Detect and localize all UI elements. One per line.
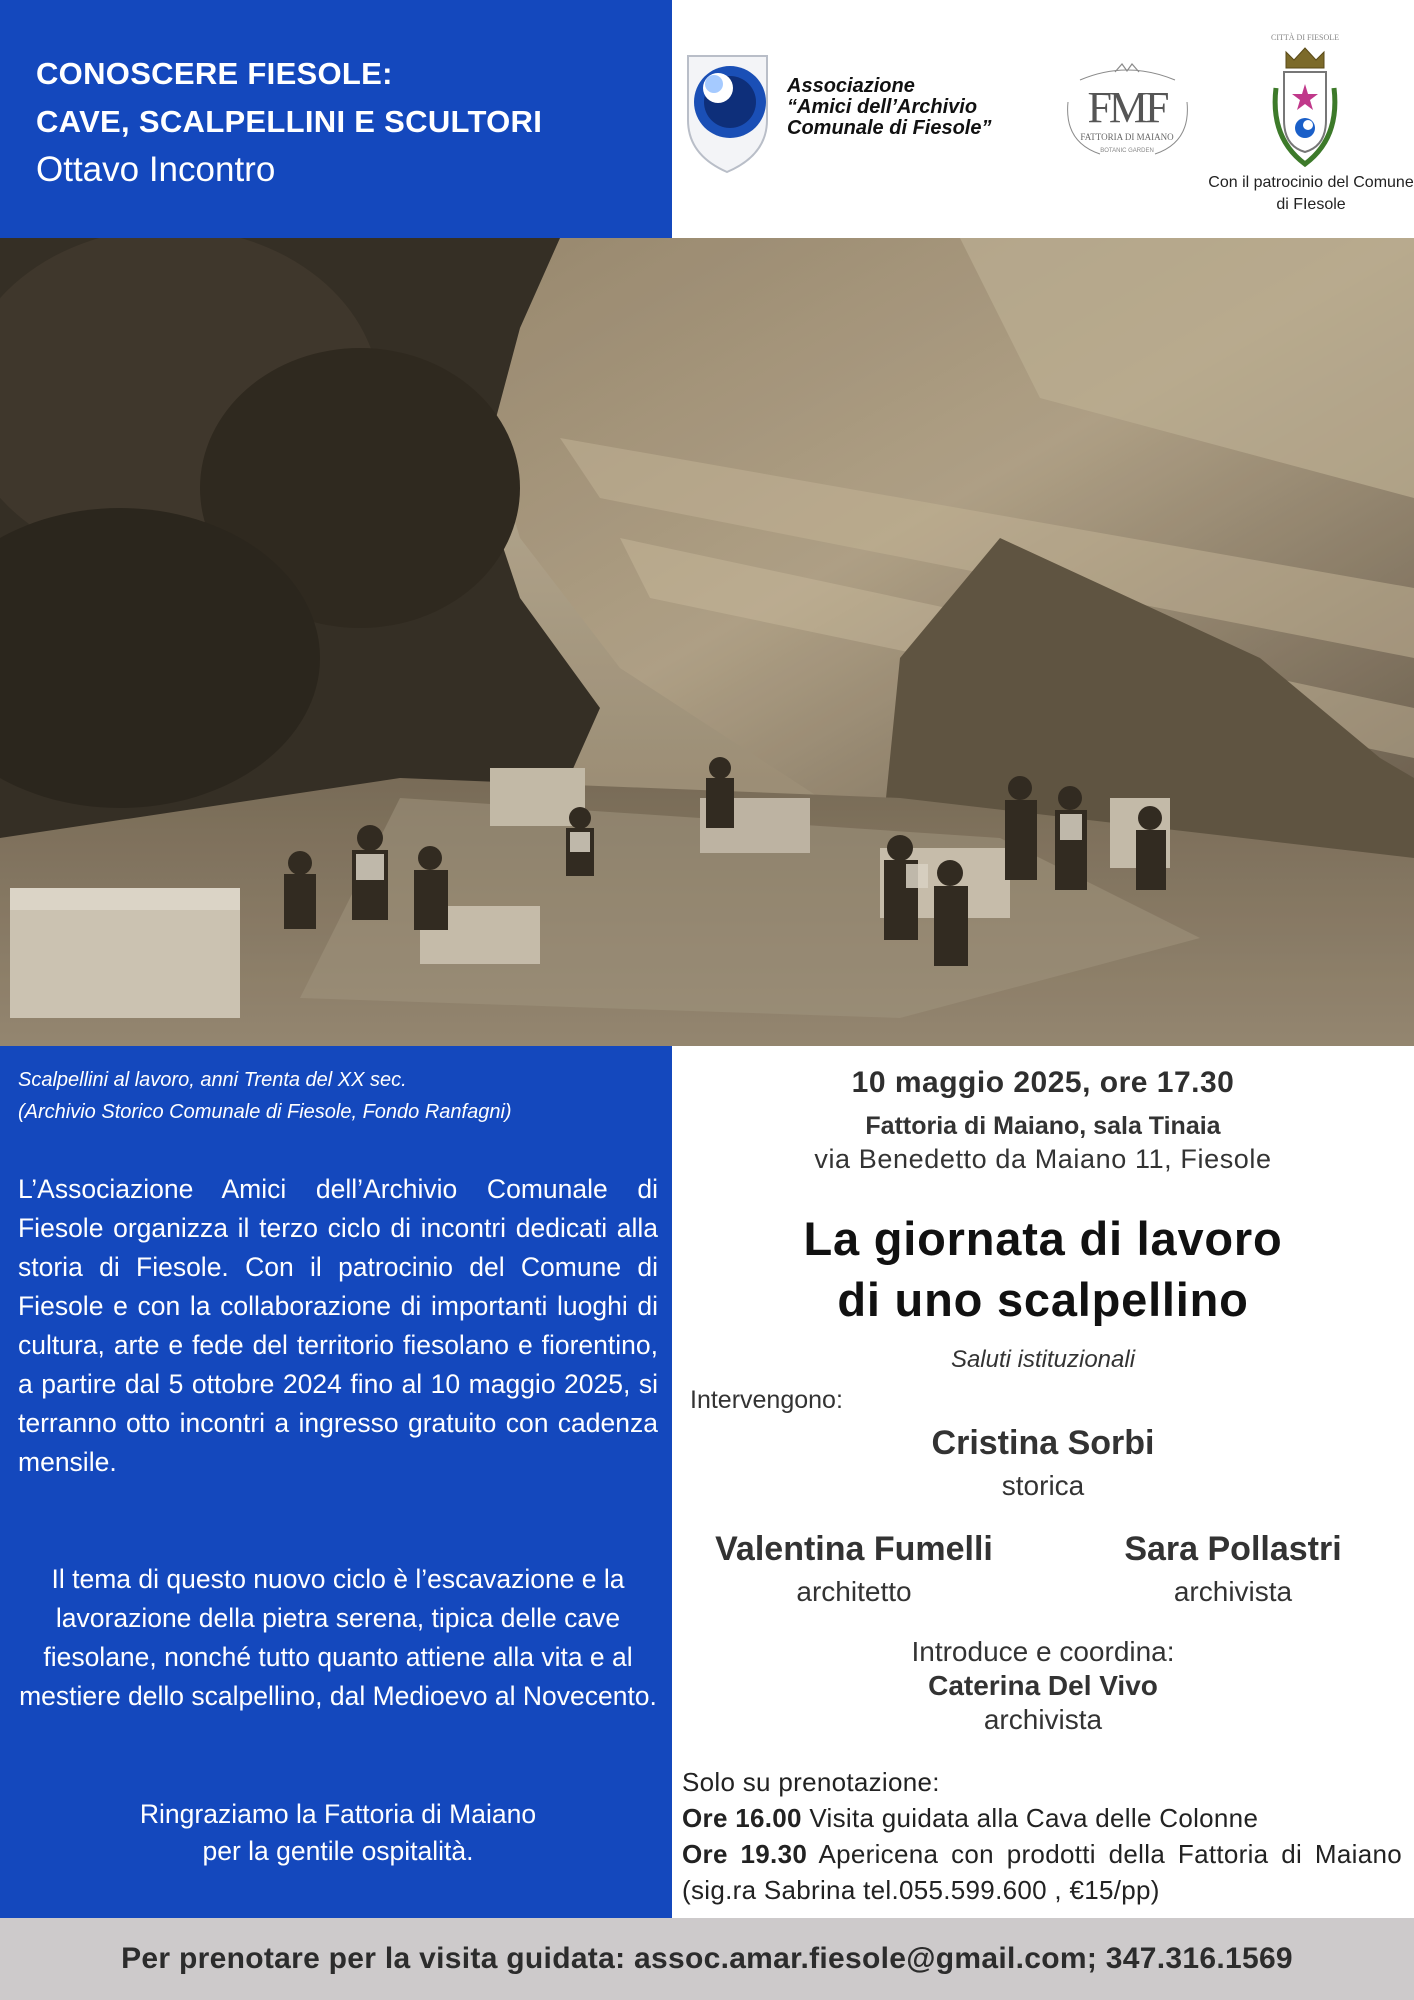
description-column [0,1046,672,1918]
booking-text: Visita guidata alla Cava delle Colonne [801,1803,1259,1833]
booking-intro: Solo su prenotazione: [682,1767,940,1797]
photo-caption: Scalpellini al lavoro, anni Trenta del XX sec. (Archivio Storico Comunale di Fiesole, Fondo Ranfagni) [18,1069,512,1123]
series-title: CONOSCERE FIESOLE: CAVE, SCALPELLINI E SCULTORI [36,56,543,139]
booking-contact: Per prenotare per la visita guidata: assoc.amar.fiesole@gmail.com; 347.316.1569 [121,1942,1293,1975]
speaker-role: archivista [1173,1576,1293,1607]
footer-bar [0,1918,1414,2000]
thanks-note: Ringraziamo la Fattoria di Maiano per la gentile ospitalità. [139,1799,537,1866]
speaker-name: Sara Pollastri [1124,1530,1342,1568]
association-logo-icon [680,50,775,175]
svg-text:FATTORIA DI MAIANO: FATTORIA DI MAIANO [1080,132,1174,142]
svg-text:BOTANIC GARDEN: BOTANIC GARDEN [1100,148,1154,154]
theme-paragraph: Il tema di questo nuovo ciclo è l’escavazione e la lavorazione della pietra serena, tipica delle cave fiesolane, nonché tutto quanto attiene alla vita e al mestiere dello scalpellino, dal Medioevo al Novecento. [19,1564,657,1711]
speaker-role: storica [1001,1470,1085,1501]
header-banner [0,0,672,238]
speaker-name: Valentina Fumelli [715,1530,993,1568]
svg-text:FMF: FMF [1087,83,1167,132]
patronage-text: Con il patrocinio del Comune di FIesole [1208,174,1414,213]
venue-name: Fattoria di Maiano, sala Tinaia [865,1112,1221,1140]
booking-time: Ore 16.00 [682,1803,802,1833]
institutional-greetings: Saluti istituzionali [950,1346,1136,1373]
meeting-label: Ottavo Incontro [36,150,276,189]
intro-paragraph: L’Associazione Amici dell’Archivio Comunale di Fiesole organizza il terzo ciclo di incontri dedicati alla storia di Fiesole. Con il patrocinio del Comune di Fiesole e con la collaborazione di importanti luoghi di cultura, arte e fede del territorio fiesolano e fiorentino, a partire dal 5 ottobre 2024 fino al 10 maggio 2025, si terranno otto incontri a ingresso gratuito con cadenza mensile. [18,1174,658,1477]
moderator-name: Caterina Del Vivo [928,1670,1158,1701]
association-name: Associazione “Amici dell’Archivio Comunale di Fiesole” [787,75,992,139]
booking-info [682,1764,1402,1908]
quarry-workers-photo [0,238,1414,1046]
talk-title: La giornata di lavoro di uno scalpellino [803,1212,1283,1326]
moderator-label: Introduce e coordina: [911,1636,1175,1667]
booking-time: Ore 19.30 [682,1839,808,1869]
speaker-role: architetto [796,1576,912,1607]
speakers-label: Intervengono: [690,1386,843,1414]
comune-di-fiesole-crest-icon [1260,28,1350,176]
event-date-time: 10 maggio 2025, ore 17.30 [851,1066,1235,1099]
booking-item [682,1836,1402,1908]
booking-text: Apericena con prodotti della Fattoria di Maiano (sig.ra Sabrina tel.055.599.600 , €15/pp) [682,1839,1402,1905]
speaker-name: Cristina Sorbi [931,1424,1155,1462]
venue-address: via Benedetto da Maiano 11, Fiesole [814,1144,1272,1174]
booking-item [682,1800,1402,1836]
svg-text:CITTÀ DI FIESOLE: CITTÀ DI FIESOLE [1271,33,1339,42]
fattoria-di-maiano-logo-icon [1060,62,1195,162]
moderator-role: archivista [983,1704,1103,1735]
